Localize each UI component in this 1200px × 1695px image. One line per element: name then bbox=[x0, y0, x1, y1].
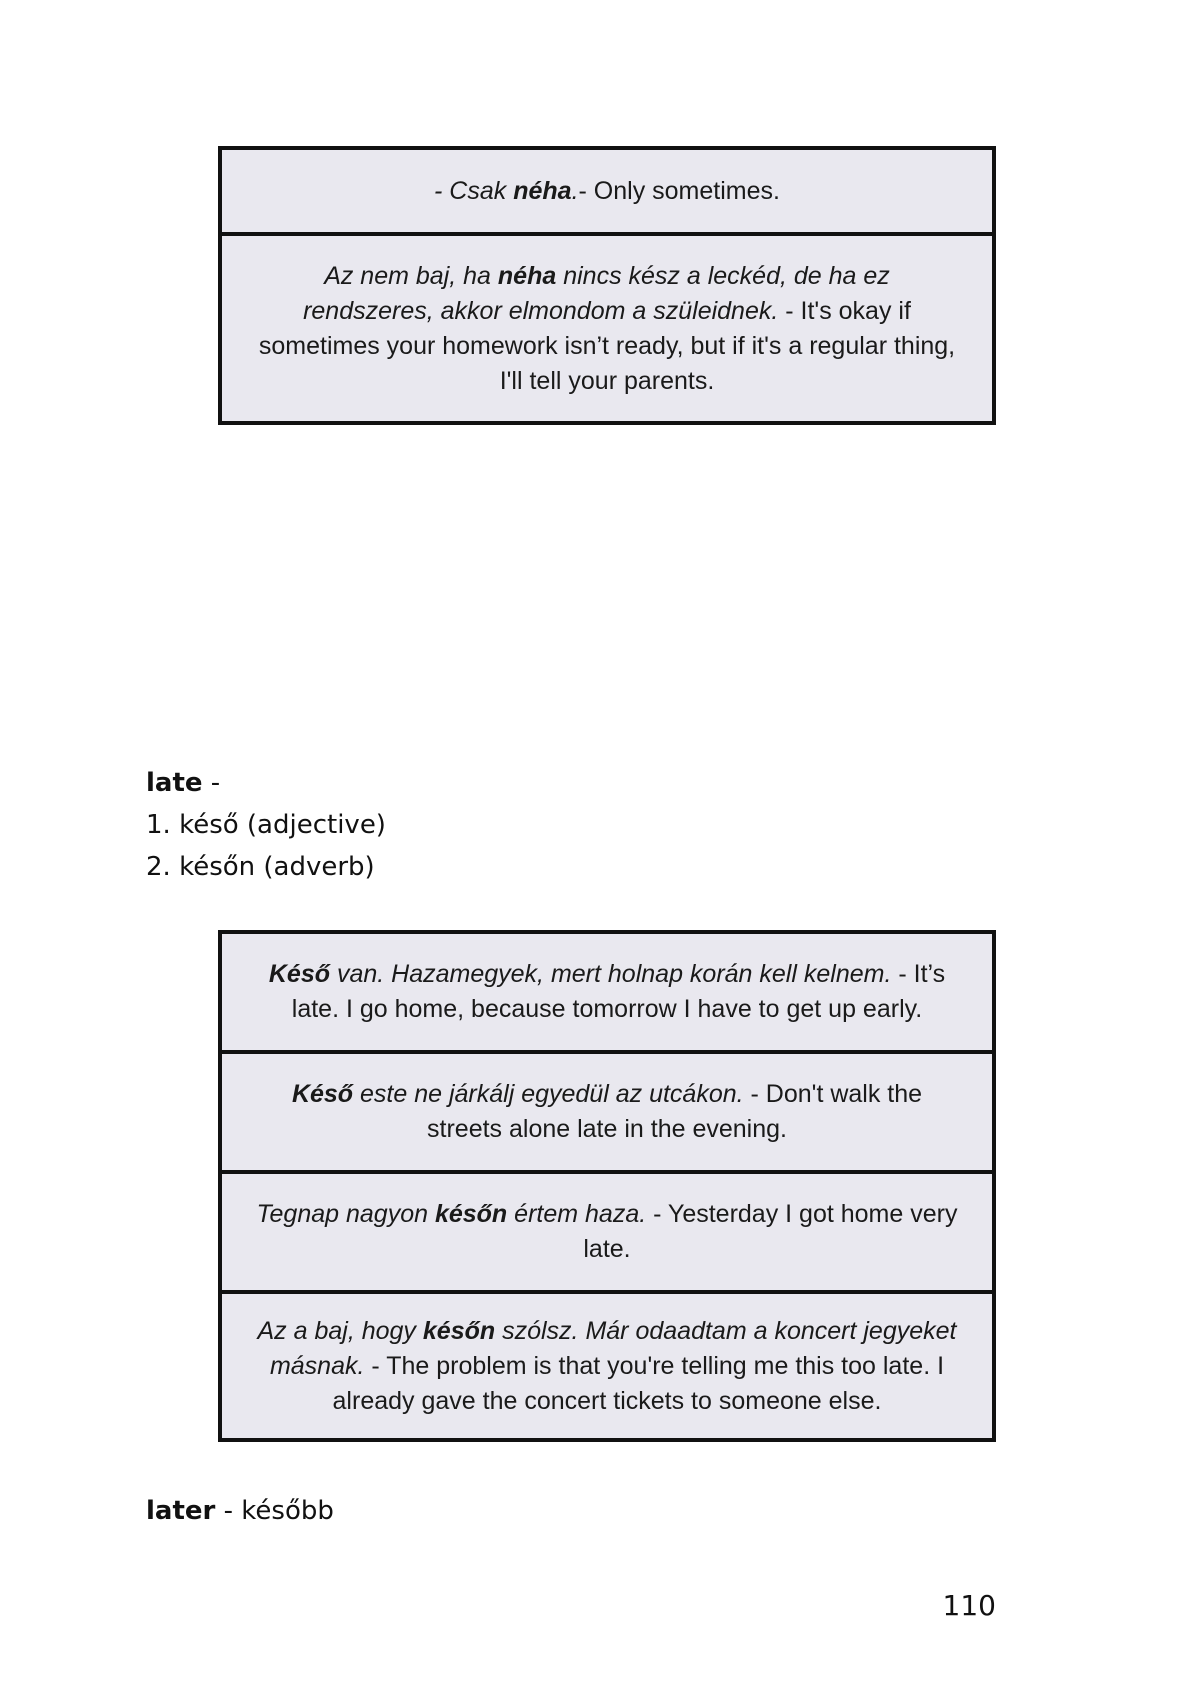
example-row bbox=[222, 1050, 992, 1170]
example-sentence bbox=[256, 1314, 958, 1419]
keyword: Késő bbox=[268, 960, 331, 988]
headword: late bbox=[146, 768, 203, 798]
keyword: néha bbox=[513, 176, 572, 205]
example-row bbox=[222, 1290, 992, 1438]
example-sentence bbox=[434, 174, 780, 209]
hungarian-sentence: Késő van. Hazamegyek, mert holnap korán kell kelnem. bbox=[268, 960, 892, 988]
sense-item: 1. késő (adjective) bbox=[146, 810, 386, 840]
english-translation: - The problem is that you're telling me this too late. I already gave the concert tickets to someone else. bbox=[332, 1351, 945, 1415]
english-translation: - Only sometimes. bbox=[578, 176, 780, 205]
example-row bbox=[222, 150, 992, 232]
translation: később bbox=[241, 1496, 334, 1526]
vocab-entry-later: later - később bbox=[146, 1496, 334, 1526]
keyword: Késő bbox=[291, 1080, 354, 1108]
english-translation: - Don't walk the streets alone late in the evening. bbox=[427, 1080, 923, 1143]
keyword: néha bbox=[497, 261, 557, 290]
hungarian-sentence: Az a baj, hogy későn szólsz. Már odaadtam a koncert jegyeket másnak. bbox=[257, 1316, 957, 1380]
example-table-neha bbox=[218, 146, 996, 425]
example-sentence bbox=[256, 1197, 958, 1267]
example-row bbox=[222, 934, 992, 1050]
hungarian-sentence: - Csak néha. bbox=[434, 176, 579, 205]
example-sentence bbox=[256, 259, 958, 399]
page-number: 110 bbox=[942, 1589, 996, 1622]
english-translation: - It's okay if sometimes your homework isn’t ready, but if it's a regular thing, I'll tell your parents. bbox=[258, 296, 956, 395]
keyword: későn bbox=[434, 1200, 508, 1228]
vocab-entry-late bbox=[146, 762, 386, 888]
example-row bbox=[222, 1170, 992, 1290]
headword: later bbox=[146, 1496, 216, 1526]
hungarian-sentence: Tegnap nagyon későn értem haza. bbox=[256, 1200, 647, 1228]
keyword: későn bbox=[422, 1316, 496, 1345]
example-row bbox=[222, 232, 992, 421]
hungarian-sentence: Késő este ne járkálj egyedül az utcákon. bbox=[291, 1080, 744, 1108]
hungarian-sentence: Az nem baj, ha néha nincs kész a leckéd, de ha ez rendszeres, akkor elmondom a szüleidnek. bbox=[303, 261, 890, 325]
example-sentence bbox=[256, 1077, 958, 1147]
example-table-late bbox=[218, 930, 996, 1442]
entry-heading: late - bbox=[146, 768, 221, 798]
english-translation: - It’s late. I go home, because tomorrow I have to get up early. bbox=[291, 960, 946, 1023]
english-translation: - Yesterday I got home very late. bbox=[583, 1200, 958, 1263]
sense-item: 2. későn (adverb) bbox=[146, 852, 375, 882]
example-sentence bbox=[256, 957, 958, 1027]
